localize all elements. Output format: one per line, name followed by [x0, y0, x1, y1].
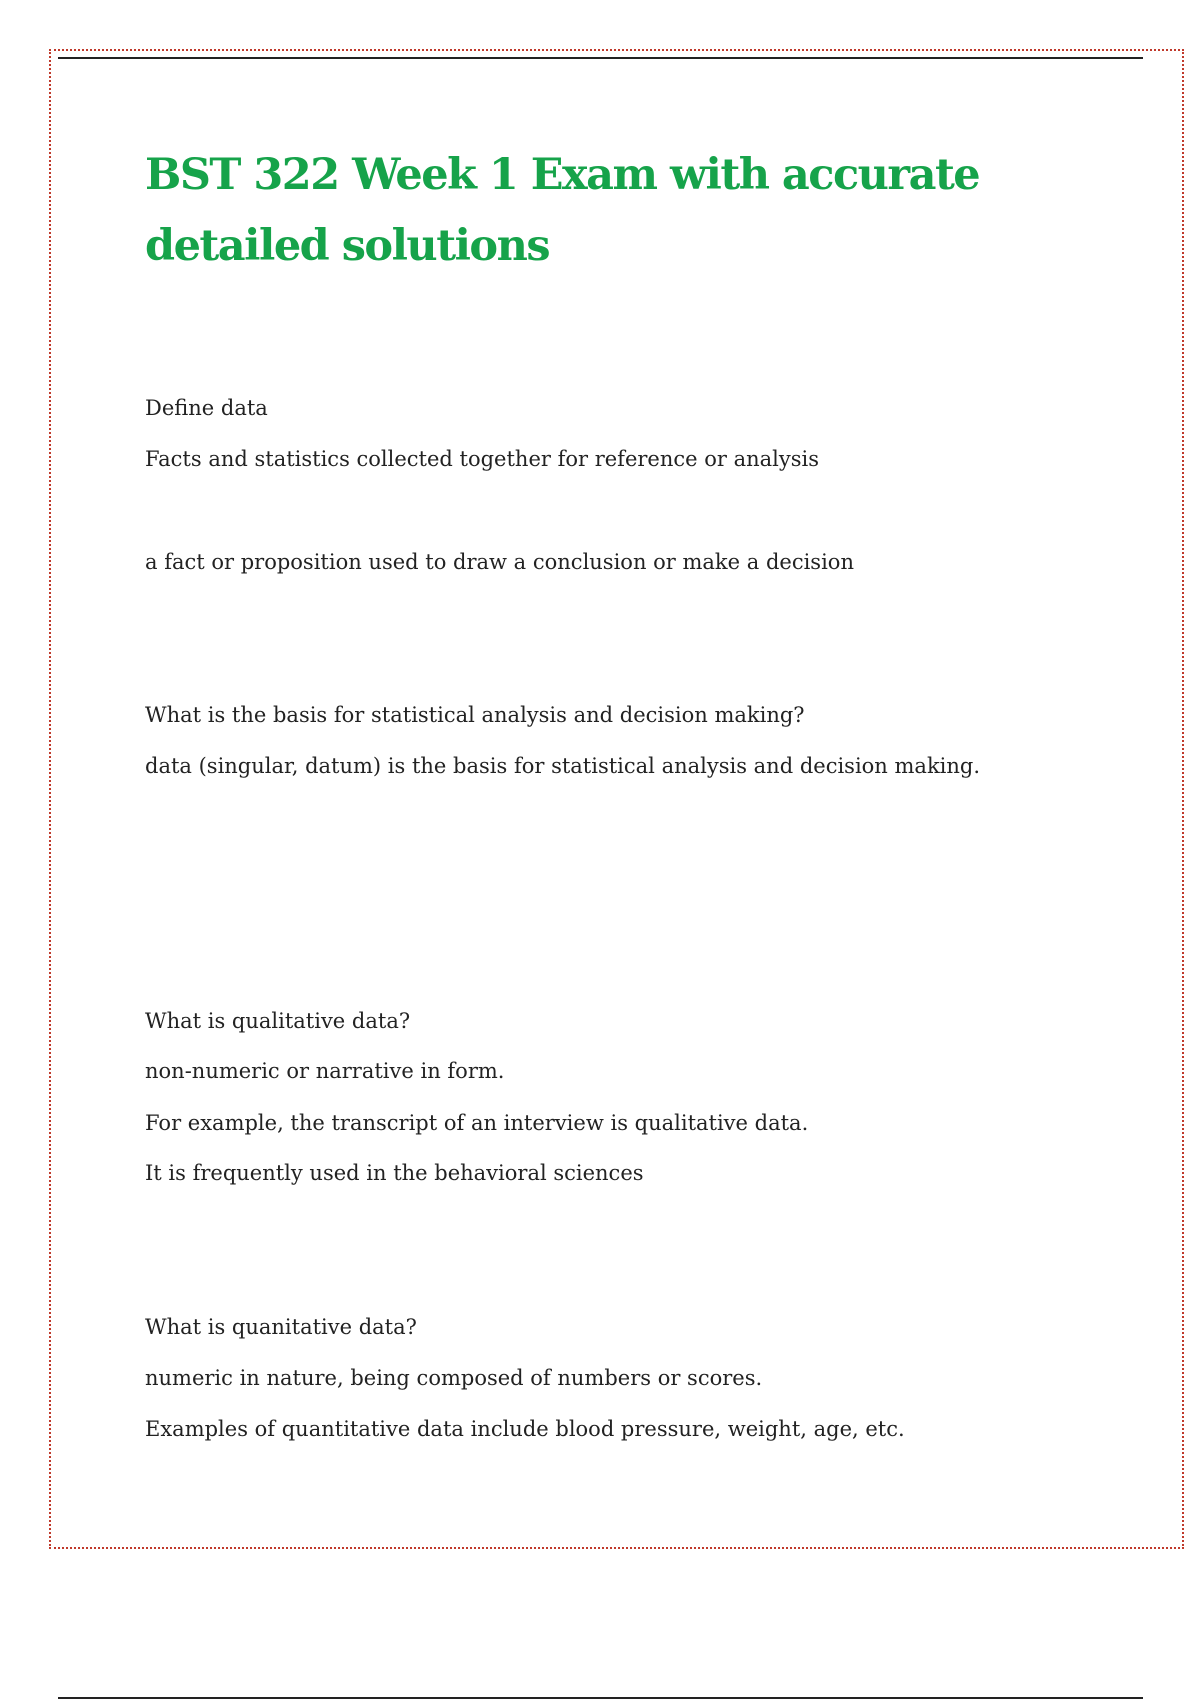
question-basis-for-analysis: What is the basis for statistical analysis and decision making? [145, 703, 805, 727]
answer-text: a fact or proposition used to draw a conclusion or make a decision [145, 550, 854, 574]
document-title: BST 322 Week 1 Exam with accurate detailed solutions [145, 150, 980, 271]
answer-text: It is frequently used in the behavioral sciences [145, 1161, 644, 1185]
bottom-rule [58, 1697, 1143, 1699]
question-quantitative-data: What is quanitative data? [145, 1315, 417, 1339]
answer-text: For example, the transcript of an interview is qualitative data. [145, 1111, 809, 1135]
answer-text: Facts and statistics collected together for reference or analysis [145, 447, 820, 471]
answer-text: non-numeric or narrative in form. [145, 1059, 505, 1083]
answer-text: data (singular, datum) is the basis for statistical analysis and decision making. [145, 754, 981, 778]
question-qualitative-data: What is qualitative data? [145, 1009, 411, 1033]
answer-text: numeric in nature, being composed of numbers or scores. [145, 1366, 763, 1390]
top-rule [58, 57, 1143, 59]
question-define-data: Define data [145, 396, 268, 420]
answer-text: Examples of quantitative data include blood pressure, weight, age, etc. [145, 1417, 905, 1441]
